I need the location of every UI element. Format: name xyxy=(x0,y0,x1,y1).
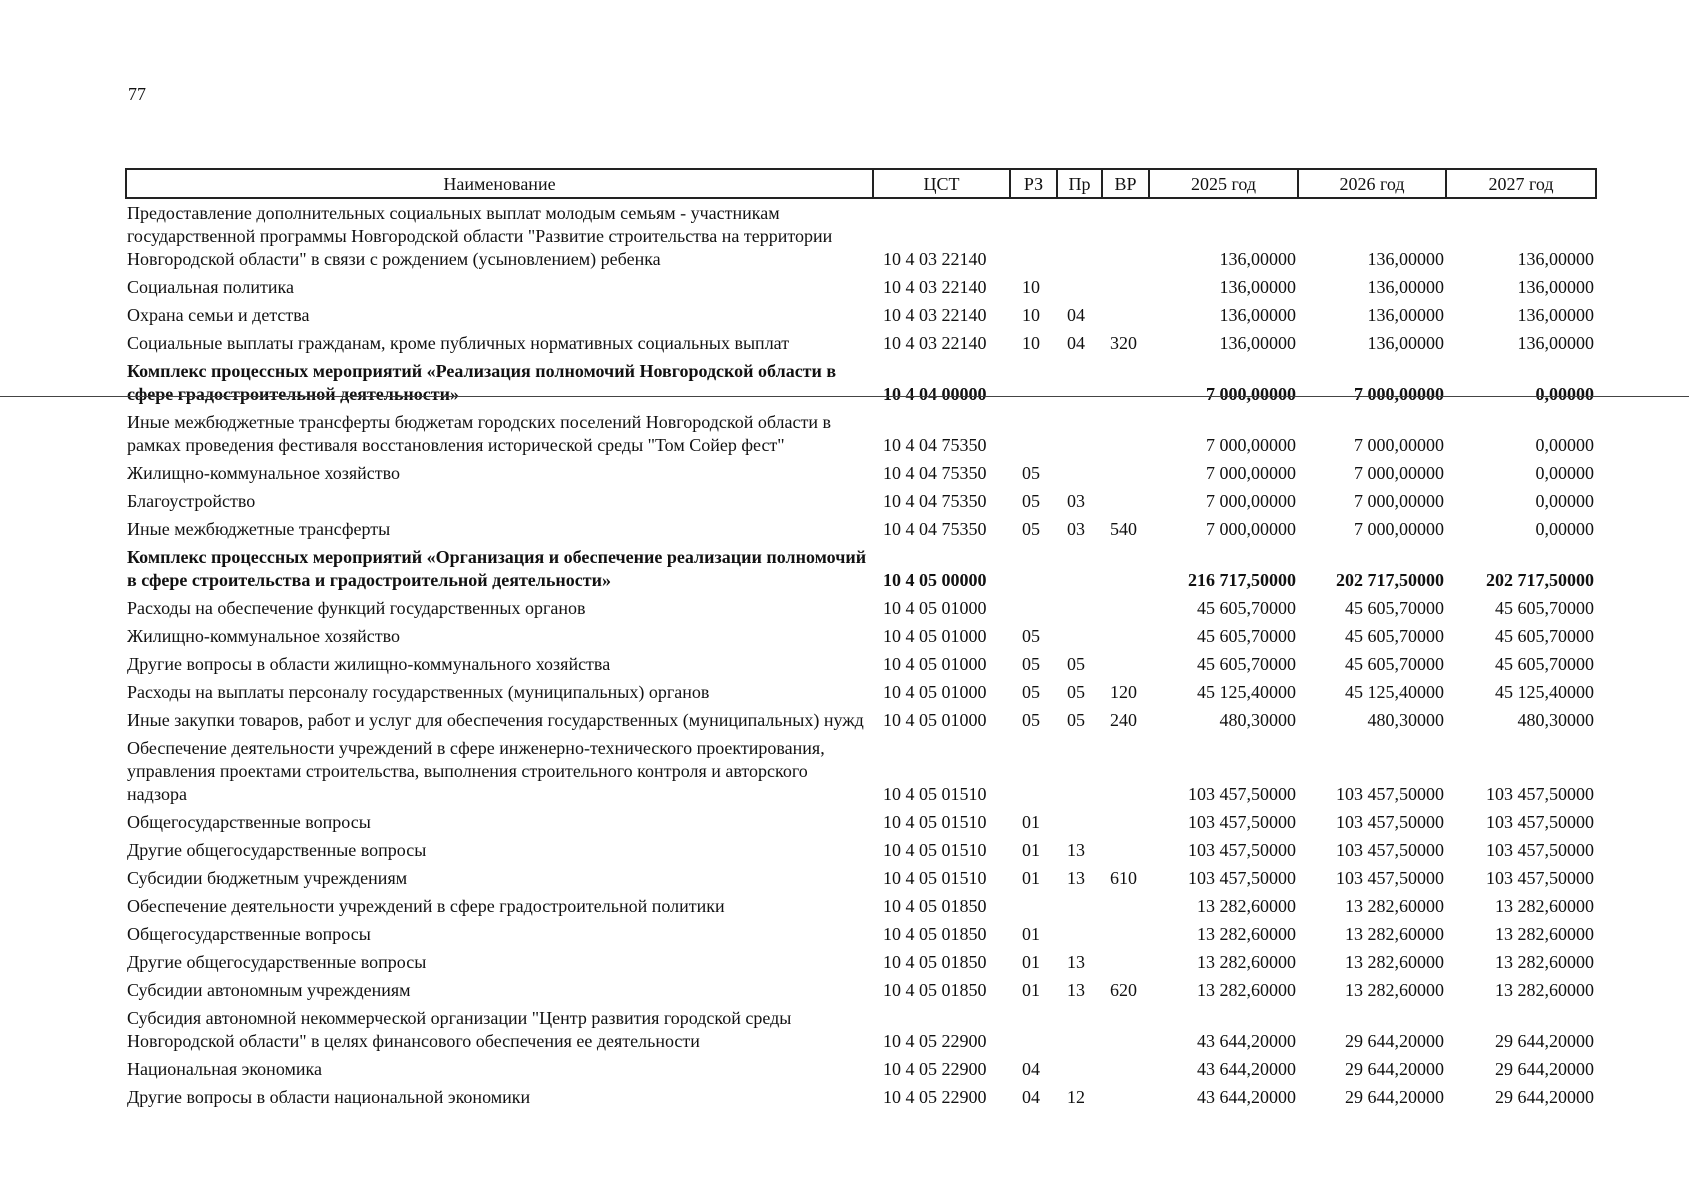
cell-name: Обеспечение деятельности учреждений в сфере градостроительной политики xyxy=(127,896,725,916)
table-row xyxy=(126,273,1596,301)
cell-2025: 43 644,20000 xyxy=(1197,1031,1296,1051)
cell-name: Общегосударственные вопросы xyxy=(127,812,371,832)
cell-2027: 13 282,60000 xyxy=(1495,924,1594,944)
cell-2026: 29 644,20000 xyxy=(1345,1031,1444,1051)
cell-vr xyxy=(1102,459,1149,487)
cell-2026: 136,00000 xyxy=(1367,333,1444,353)
cell-rz: 05 xyxy=(1022,519,1040,539)
cell-2026: 136,00000 xyxy=(1367,277,1444,297)
cell-pr xyxy=(1057,622,1102,650)
cell-2025: 13 282,60000 xyxy=(1197,952,1296,972)
cell-cst: 10 4 05 01000 xyxy=(883,710,987,730)
cell-2027: 29 644,20000 xyxy=(1495,1059,1594,1079)
header-year-2025: 2025 год xyxy=(1149,169,1298,198)
cell-pr: 04 xyxy=(1067,305,1085,325)
cell-pr xyxy=(1057,357,1102,408)
cell-name: Общегосударственные вопросы xyxy=(127,924,371,944)
cell-cst: 10 4 05 01000 xyxy=(883,626,987,646)
cell-2025: 13 282,60000 xyxy=(1197,896,1296,916)
cell-name: Социальная политика xyxy=(127,277,294,297)
cell-2025: 45 125,40000 xyxy=(1197,682,1296,702)
cell-2026: 7 000,00000 xyxy=(1354,519,1444,539)
cell-vr: 240 xyxy=(1110,710,1137,730)
cell-cst: 10 4 05 22900 xyxy=(883,1059,987,1079)
cell-2027: 103 457,50000 xyxy=(1486,812,1594,832)
cell-2026: 13 282,60000 xyxy=(1345,924,1444,944)
cell-pr: 13 xyxy=(1067,952,1085,972)
header-rz: РЗ xyxy=(1010,169,1057,198)
cell-vr: 620 xyxy=(1110,980,1137,1000)
cell-2025: 45 605,70000 xyxy=(1197,654,1296,674)
table-row xyxy=(126,836,1596,864)
cell-rz: 01 xyxy=(1022,840,1040,860)
table-row xyxy=(126,198,1596,273)
table-header xyxy=(126,169,1596,198)
cell-name: Охрана семьи и детства xyxy=(127,305,310,325)
cell-name: Жилищно-коммунальное хозяйство xyxy=(127,463,401,483)
cell-name: Комплекс процессных мероприятий «Организация и обеспечение реализации полномочий в сфере строительства и градостроительной деятельности» xyxy=(127,547,867,590)
cell-2025: 45 605,70000 xyxy=(1197,598,1296,618)
table-row xyxy=(126,892,1596,920)
cell-2027: 480,30000 xyxy=(1517,710,1594,730)
cell-cst: 10 4 05 22900 xyxy=(883,1087,987,1107)
cell-2025: 103 457,50000 xyxy=(1188,812,1296,832)
cell-rz xyxy=(1010,1004,1057,1055)
cell-rz: 04 xyxy=(1022,1087,1040,1107)
cell-2027: 13 282,60000 xyxy=(1495,952,1594,972)
cell-name: Расходы на выплаты персоналу государственных (муниципальных) органов xyxy=(127,682,710,702)
cell-vr xyxy=(1102,198,1149,273)
cell-pr xyxy=(1057,459,1102,487)
table-row xyxy=(126,976,1596,1004)
cell-pr: 03 xyxy=(1067,519,1085,539)
cell-rz: 01 xyxy=(1022,812,1040,832)
cell-2025: 103 457,50000 xyxy=(1188,840,1296,860)
cell-vr xyxy=(1102,1004,1149,1055)
cell-2025: 7 000,00000 xyxy=(1206,491,1296,511)
cell-name: Обеспечение деятельности учреждений в сфере инженерно-технического проектирования, управления проектами строительства, выполнения строительного контроля и авторского надзора xyxy=(127,738,825,804)
cell-name: Иные закупки товаров, работ и услуг для обеспечения государственных (муниципальных) нужд xyxy=(127,710,864,730)
cell-name: Субсидия автономной некоммерческой организации "Центр развития городской среды Новгородской области" в целях финансового обеспечения ее деятельности xyxy=(127,1008,792,1051)
cell-vr xyxy=(1102,948,1149,976)
cell-cst: 10 4 05 01850 xyxy=(883,980,987,1000)
cell-rz: 05 xyxy=(1022,682,1040,702)
cell-pr xyxy=(1057,734,1102,808)
header-row xyxy=(126,169,1596,198)
cell-2027: 103 457,50000 xyxy=(1486,784,1594,804)
cell-2027: 0,00000 xyxy=(1535,491,1594,511)
cell-2025: 43 644,20000 xyxy=(1197,1087,1296,1107)
cell-name: Субсидии автономным учреждениям xyxy=(127,980,411,1000)
cell-rz: 05 xyxy=(1022,710,1040,730)
cell-2025: 136,00000 xyxy=(1219,249,1296,269)
table-row-section xyxy=(126,543,1596,594)
cell-pr: 13 xyxy=(1067,868,1085,888)
cell-pr xyxy=(1057,808,1102,836)
cell-rz: 10 xyxy=(1022,277,1040,297)
cell-pr: 13 xyxy=(1067,840,1085,860)
cell-cst: 10 4 05 01850 xyxy=(883,952,987,972)
cell-vr xyxy=(1102,1083,1149,1111)
cell-pr xyxy=(1057,543,1102,594)
cell-name: Другие общегосударственные вопросы xyxy=(127,952,427,972)
cell-2025: 216 717,50000 xyxy=(1188,570,1296,590)
table-row xyxy=(126,487,1596,515)
cell-2026: 45 605,70000 xyxy=(1345,654,1444,674)
cell-pr: 03 xyxy=(1067,491,1085,511)
cell-2026: 45 605,70000 xyxy=(1345,626,1444,646)
cell-2027: 45 605,70000 xyxy=(1495,598,1594,618)
page-number: 77 xyxy=(128,84,146,104)
cell-cst: 10 4 04 00000 xyxy=(883,384,987,404)
cell-rz: 01 xyxy=(1022,924,1040,944)
table-row xyxy=(126,650,1596,678)
cell-vr xyxy=(1102,487,1149,515)
cell-cst: 10 4 05 01000 xyxy=(883,682,987,702)
cell-vr xyxy=(1102,622,1149,650)
cell-rz: 05 xyxy=(1022,626,1040,646)
cell-cst: 10 4 04 75350 xyxy=(883,491,987,511)
cell-2027: 29 644,20000 xyxy=(1495,1031,1594,1051)
cell-2025: 45 605,70000 xyxy=(1197,626,1296,646)
cell-name: Другие общегосударственные вопросы xyxy=(127,840,427,860)
table-row xyxy=(126,622,1596,650)
cell-name: Национальная экономика xyxy=(127,1059,322,1079)
cell-2025: 480,30000 xyxy=(1219,710,1296,730)
cell-2026: 7 000,00000 xyxy=(1354,384,1444,404)
cell-cst: 10 4 03 22140 xyxy=(883,277,987,297)
cell-rz xyxy=(1010,543,1057,594)
header-name: Наименование xyxy=(126,169,873,198)
cell-2027: 103 457,50000 xyxy=(1486,840,1594,860)
cell-vr xyxy=(1102,836,1149,864)
cell-cst: 10 4 05 01850 xyxy=(883,896,987,916)
cell-pr: 05 xyxy=(1067,654,1085,674)
table-body xyxy=(126,198,1596,1111)
cell-rz xyxy=(1010,594,1057,622)
cell-2027: 136,00000 xyxy=(1517,277,1594,297)
cell-pr xyxy=(1057,920,1102,948)
cell-rz xyxy=(1010,198,1057,273)
cell-name: Расходы на обеспечение функций государственных органов xyxy=(127,598,586,618)
cell-vr xyxy=(1102,357,1149,408)
cell-2027: 0,00000 xyxy=(1535,435,1594,455)
cell-2026: 45 605,70000 xyxy=(1345,598,1444,618)
cell-cst: 10 4 05 01510 xyxy=(883,868,987,888)
cell-name: Жилищно-коммунальное хозяйство xyxy=(127,626,401,646)
cell-2025: 7 000,00000 xyxy=(1206,384,1296,404)
cell-cst: 10 4 05 22900 xyxy=(883,1031,987,1051)
cell-pr xyxy=(1057,273,1102,301)
cell-2027: 0,00000 xyxy=(1535,384,1594,404)
cell-2027: 136,00000 xyxy=(1517,333,1594,353)
cell-2027: 136,00000 xyxy=(1517,305,1594,325)
cell-2026: 7 000,00000 xyxy=(1354,491,1444,511)
cell-cst: 10 4 05 01000 xyxy=(883,598,987,618)
cell-2027: 0,00000 xyxy=(1535,519,1594,539)
cell-2026: 103 457,50000 xyxy=(1336,812,1444,832)
cell-rz: 01 xyxy=(1022,952,1040,972)
cell-rz xyxy=(1010,734,1057,808)
table-row xyxy=(126,1004,1596,1055)
table-row-section xyxy=(126,357,1596,408)
cell-vr xyxy=(1102,543,1149,594)
cell-2026: 13 282,60000 xyxy=(1345,980,1444,1000)
cell-vr xyxy=(1102,594,1149,622)
cell-cst: 10 4 03 22140 xyxy=(883,305,987,325)
cell-2025: 43 644,20000 xyxy=(1197,1059,1296,1079)
budget-table xyxy=(125,168,1597,1111)
cell-cst: 10 4 03 22140 xyxy=(883,249,987,269)
table-row xyxy=(126,1055,1596,1083)
cell-cst: 10 4 05 00000 xyxy=(883,570,987,590)
table-row xyxy=(126,920,1596,948)
cell-cst: 10 4 04 75350 xyxy=(883,435,987,455)
cell-2026: 7 000,00000 xyxy=(1354,463,1444,483)
cell-2026: 136,00000 xyxy=(1367,305,1444,325)
cell-2026: 7 000,00000 xyxy=(1354,435,1444,455)
table-row xyxy=(126,734,1596,808)
cell-name: Иные межбюджетные трансферты xyxy=(127,519,391,539)
cell-2026: 202 717,50000 xyxy=(1336,570,1444,590)
table-row xyxy=(126,808,1596,836)
cell-pr: 12 xyxy=(1067,1087,1085,1107)
cell-2027: 136,00000 xyxy=(1517,249,1594,269)
cell-2025: 7 000,00000 xyxy=(1206,463,1296,483)
cell-pr xyxy=(1057,1055,1102,1083)
cell-cst: 10 4 05 01510 xyxy=(883,840,987,860)
cell-2026: 13 282,60000 xyxy=(1345,952,1444,972)
table-row xyxy=(126,301,1596,329)
cell-rz: 04 xyxy=(1022,1059,1040,1079)
cell-name: Комплекс процессных мероприятий «Реализация полномочий Новгородской области в сфере градостроительной деятельности» xyxy=(127,361,837,404)
cell-2027: 13 282,60000 xyxy=(1495,896,1594,916)
cell-pr xyxy=(1057,892,1102,920)
cell-2026: 103 457,50000 xyxy=(1336,784,1444,804)
cell-2027: 0,00000 xyxy=(1535,463,1594,483)
cell-name: Социальные выплаты гражданам, кроме публичных нормативных социальных выплат xyxy=(127,333,790,353)
cell-2026: 103 457,50000 xyxy=(1336,840,1444,860)
cell-name: Предоставление дополнительных социальных выплат молодым семьям - участникам государственной программы Новгородской области "Развитие строительства на территории Новгородской области" в связи с рождением (усыновлением) ребенка xyxy=(127,203,833,269)
cell-rz: 05 xyxy=(1022,463,1040,483)
cell-2025: 136,00000 xyxy=(1219,333,1296,353)
cell-pr xyxy=(1057,594,1102,622)
cell-pr: 05 xyxy=(1067,682,1085,702)
cell-2027: 45 605,70000 xyxy=(1495,654,1594,674)
cell-pr: 05 xyxy=(1067,710,1085,730)
cell-vr xyxy=(1102,650,1149,678)
table-row xyxy=(126,459,1596,487)
header-year-2026: 2026 год xyxy=(1298,169,1446,198)
cell-name: Субсидии бюджетным учреждениям xyxy=(127,868,408,888)
cell-rz xyxy=(1010,357,1057,408)
cell-2025: 136,00000 xyxy=(1219,277,1296,297)
cell-cst: 10 4 03 22140 xyxy=(883,333,987,353)
cell-name: Другие вопросы в области жилищно-коммунального хозяйства xyxy=(127,654,611,674)
cell-cst: 10 4 05 01850 xyxy=(883,924,987,944)
table-row xyxy=(126,864,1596,892)
cell-pr xyxy=(1057,408,1102,459)
cell-vr xyxy=(1102,892,1149,920)
cell-name: Другие вопросы в области национальной экономики xyxy=(127,1087,531,1107)
cell-rz xyxy=(1010,892,1057,920)
cell-2025: 13 282,60000 xyxy=(1197,924,1296,944)
cell-rz: 01 xyxy=(1022,980,1040,1000)
cell-pr xyxy=(1057,198,1102,273)
cell-2025: 13 282,60000 xyxy=(1197,980,1296,1000)
cell-cst: 10 4 04 75350 xyxy=(883,463,987,483)
cell-vr xyxy=(1102,920,1149,948)
cell-vr xyxy=(1102,1055,1149,1083)
cell-vr: 610 xyxy=(1110,868,1137,888)
cell-2026: 45 125,40000 xyxy=(1345,682,1444,702)
cell-name: Иные межбюджетные трансферты бюджетам городских поселений Новгородской области в рамках проведения фестиваля восстановления исторической среды "Том Сойер фест" xyxy=(127,412,831,455)
cell-cst: 10 4 05 01510 xyxy=(883,784,987,804)
cell-rz: 05 xyxy=(1022,491,1040,511)
table-row xyxy=(126,408,1596,459)
cell-2025: 136,00000 xyxy=(1219,305,1296,325)
cell-vr: 320 xyxy=(1110,333,1137,353)
cell-rz: 10 xyxy=(1022,305,1040,325)
cell-2027: 103 457,50000 xyxy=(1486,868,1594,888)
cell-2026: 13 282,60000 xyxy=(1345,896,1444,916)
table-row xyxy=(126,594,1596,622)
cell-2025: 103 457,50000 xyxy=(1188,868,1296,888)
cell-2026: 29 644,20000 xyxy=(1345,1087,1444,1107)
cell-vr: 540 xyxy=(1110,519,1137,539)
cell-rz: 05 xyxy=(1022,654,1040,674)
cell-2025: 7 000,00000 xyxy=(1206,519,1296,539)
cell-vr xyxy=(1102,273,1149,301)
table-row xyxy=(126,706,1596,734)
table-row xyxy=(126,948,1596,976)
cell-2025: 103 457,50000 xyxy=(1188,784,1296,804)
header-cst: ЦСТ xyxy=(873,169,1010,198)
header-vr: ВР xyxy=(1102,169,1149,198)
cell-name: Благоустройство xyxy=(127,491,256,511)
cell-2027: 29 644,20000 xyxy=(1495,1087,1594,1107)
strike-through-line xyxy=(0,396,1689,397)
cell-vr: 120 xyxy=(1110,682,1137,702)
cell-rz: 10 xyxy=(1022,333,1040,353)
cell-2026: 103 457,50000 xyxy=(1336,868,1444,888)
cell-2027: 45 605,70000 xyxy=(1495,626,1594,646)
table-row xyxy=(126,678,1596,706)
cell-pr xyxy=(1057,1004,1102,1055)
cell-rz xyxy=(1010,408,1057,459)
cell-cst: 10 4 05 01000 xyxy=(883,654,987,674)
cell-2026: 136,00000 xyxy=(1367,249,1444,269)
cell-pr: 04 xyxy=(1067,333,1085,353)
table-row xyxy=(126,329,1596,357)
cell-cst: 10 4 05 01510 xyxy=(883,812,987,832)
cell-cst: 10 4 04 75350 xyxy=(883,519,987,539)
cell-vr xyxy=(1102,808,1149,836)
cell-pr: 13 xyxy=(1067,980,1085,1000)
cell-vr xyxy=(1102,301,1149,329)
cell-2027: 202 717,50000 xyxy=(1486,570,1594,590)
cell-vr xyxy=(1102,408,1149,459)
cell-2026: 480,30000 xyxy=(1367,710,1444,730)
cell-2025: 7 000,00000 xyxy=(1206,435,1296,455)
table-row xyxy=(126,515,1596,543)
header-pr: Пр xyxy=(1057,169,1102,198)
cell-2026: 29 644,20000 xyxy=(1345,1059,1444,1079)
cell-rz: 01 xyxy=(1022,868,1040,888)
cell-2027: 45 125,40000 xyxy=(1495,682,1594,702)
header-year-2027: 2027 год xyxy=(1446,169,1596,198)
table-row xyxy=(126,1083,1596,1111)
cell-2027: 13 282,60000 xyxy=(1495,980,1594,1000)
cell-vr xyxy=(1102,734,1149,808)
